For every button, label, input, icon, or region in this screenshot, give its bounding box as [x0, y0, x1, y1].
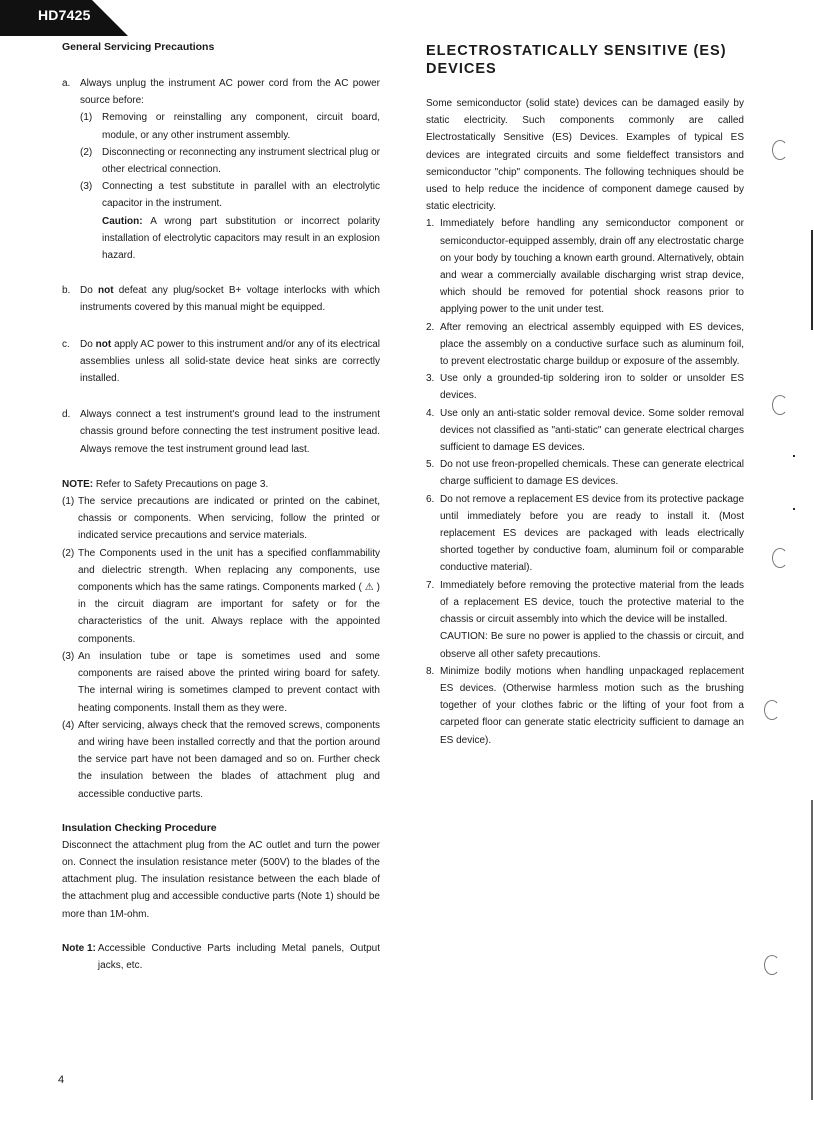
item-c-label: c. — [62, 338, 70, 350]
item-c-pre: Do — [80, 338, 93, 350]
item-c-bold: not — [95, 338, 112, 350]
item-a-sub-1-text: Removing or reinstalling any component, circuit board, module, or any other instrument assembly. — [102, 112, 380, 141]
note-item-2-text-post: ) in the circuit diagram are important for safety or for the characteristics of the unit. Always replace with the appointed components. — [78, 582, 380, 645]
warning-triangle-icon: ⚠ — [364, 582, 374, 594]
note-item-3-text: An insulation tube or tape is sometimes used and some components are raised above the printed wiring board for safety. The internal wiring is sometimes clamped to prevent contact with heating components. Install them as they were. — [78, 650, 380, 714]
es-item-8-label: 8. — [426, 665, 435, 677]
scan-dot-1 — [793, 455, 795, 457]
es-item-7-text: Immediately before removing the protective material from the leads of a replacement ES device, touch the protective material to the chassis or circuit assembly into which the device will be installed. — [440, 579, 744, 626]
es-item-5-text: Do not use freon-propelled chemicals. These can generate electrical charge sufficient to damage ES devices. — [440, 459, 744, 488]
item-a-caution-text: A wrong part substitution or incorrect polarity installation of electrolytic capacitors may result in an explosion hazard. — [102, 215, 380, 262]
es-item-8 — [426, 663, 744, 749]
item-a-sub-3-text: Connecting a test substitute in parallel with an electrolytic capacitor in the instrument. — [102, 181, 380, 210]
scan-edge-line-1 — [811, 230, 813, 330]
general-servicing-heading: General Servicing Precautions — [62, 41, 215, 53]
es-item-5-label: 5. — [426, 459, 435, 471]
insulation-text: Disconnect the attachment plug from the AC outlet and turn the power on. Connect the insulation resistance meter (500V) to the blades of the attachment plug. The insulation resistance between the each blade of the attachment plug and accessible conductive parts (Note 1) should be more than 1M-ohm. — [62, 839, 380, 920]
item-c-post: apply AC power to this instrument and/or any of its electrical assemblies unless all solid-state device heat sinks are correctly installed. — [80, 338, 380, 385]
item-b-label: b. — [62, 285, 71, 297]
note-item-2-label: (2) — [62, 547, 75, 559]
note-item-4-label: (4) — [62, 719, 75, 731]
item-a-sub-2-text: Disconnecting or reconnecting any instrument slectrical plug or other electrical connection. — [102, 146, 380, 176]
note-item-2 — [62, 545, 380, 648]
es-item-6-label: 6. — [426, 493, 435, 505]
note-item-1 — [62, 493, 380, 545]
item-d-text: Always connect a test instrument's ground lead to the instrument chassis ground before connecting the test instrument positive lead. Always remove the test instrument ground lead last. — [80, 409, 380, 455]
item-c — [62, 336, 380, 388]
es-item-4 — [426, 405, 744, 457]
item-a-label: a. — [62, 78, 71, 89]
item-a-sub-3 — [80, 178, 380, 212]
item-d-label: d. — [62, 409, 71, 421]
es-item-7-label: 7. — [426, 579, 435, 591]
note-line — [62, 476, 380, 493]
binder-hole-mark-1 — [772, 140, 788, 160]
item-a-caution-label: Caution: — [102, 215, 143, 227]
es-item-3 — [426, 370, 744, 404]
binder-hole-mark-4 — [764, 700, 780, 720]
model-label: HD7425 — [38, 7, 91, 23]
scan-edge-line-2 — [811, 800, 813, 1100]
item-a-sub-3-label: (3) — [80, 181, 93, 193]
es-item-6-text: Do not remove a replacement ES device from its protective package until immediately before you are ready to install it. (Most replacement ES devices are packaged with leads electrically shorted together by conductive foam, aluminum foil or comparable conductive material). — [440, 493, 744, 574]
es-item-3-label: 3. — [426, 373, 435, 385]
note-item-1-label: (1) — [62, 496, 75, 508]
binder-hole-mark-2 — [772, 395, 788, 415]
es-item-5 — [426, 456, 744, 490]
es-item-2 — [426, 319, 744, 371]
item-a-sub-1 — [80, 109, 380, 143]
note-item-1-text: The service precautions are indicated or printed on the cabinet, chassis or components. When servicing, follow the printed or indicated service precautions and service materials. — [78, 496, 380, 542]
item-d — [62, 406, 380, 458]
item-b — [62, 282, 380, 316]
binder-hole-mark-3 — [772, 548, 788, 568]
es-devices-heading: ELECTROSTATICALLY SENSITIVE (ES) DEVICES — [426, 43, 727, 77]
note-label: NOTE: — [62, 478, 94, 490]
item-a-sub-1-label: (1) — [80, 112, 93, 124]
es-item-4-label: 4. — [426, 407, 435, 419]
item-b-post: defeat any plug/socket B+ voltage interlocks with which instruments covered by this manual might be equipped. — [80, 285, 380, 314]
note-item-3 — [62, 648, 380, 717]
es-item-7 — [426, 577, 744, 629]
note1-label: Note 1: — [62, 942, 96, 954]
es-item-3-text: Use only a grounded-tip soldering iron to solder or unsolder ES devices. — [440, 373, 744, 402]
note1-block — [62, 940, 380, 974]
note-text: Refer to Safety Precautions on page 3. — [95, 478, 269, 490]
es-item-4-text: Use only an anti-static solder removal device. Some solder removal devices not classified as "anti-static" can generate electrical charges sufficient to damage ES devices. — [440, 407, 744, 454]
es-item-1-text: Immediately before handling any semiconductor component or semiconductor-equipped assembly, drain off any electrostatic charge on your body by touching a known earth ground. Alternatively, obtain and wear a commercially available discharging wrist strap device, which should be removed for potential shock reasons prior to applying power to the unit under test. — [440, 218, 744, 316]
note-item-2-text — [78, 545, 380, 648]
es-item-1-label: 1. — [426, 218, 435, 230]
item-a-sub-2 — [80, 144, 380, 178]
es-intro: Some semiconductor (solid state) devices can be damaged easily by static electricity. Such components commonly are called Electrostatically Sensitive (ES) Devices. Examples of typical ES devices are integrated circuits and some fieldeffect transistors and semiconductor "chip" components. The following techniques should be used to help reduce the incidence of component damege caused by static electricity. — [426, 98, 744, 213]
note-item-4-text: After servicing, always check that the removed screws, components and wiring have been installed correctly and that the portion around the service part have not been damaged and so on. Further check the insulation between the blades of attachment plug and accessible conductive parts. — [78, 719, 380, 800]
es-item-8-text: Minimize bodily motions when handling unpackaged replacement ES devices. (Otherwise harmless motion such as the brushing together of your clothes fabric or the lifting of your foot from a carpeted floor can generate static electricity sufficient to damage an ES device). — [440, 665, 744, 746]
insulation-heading: Insulation Checking Procedure — [62, 821, 217, 834]
item-b-pre: Do — [80, 285, 93, 297]
item-a-caution — [80, 213, 380, 265]
note-item-2-text-pre: The Components used in the unit has a specified conflammability and dielectric strength. When replacing any components, use components which has the same ratings. Components marked ( — [78, 547, 380, 594]
es-item-1 — [426, 215, 744, 318]
es-caution: CAUTION: Be sure no power is applied to the chassis or circuit, and observe all other safety precautions. — [440, 631, 744, 660]
es-item-2-label: 2. — [426, 321, 435, 333]
es-item-2-text: After removing an electrical assembly equipped with ES devices, place the assembly on a conductive surface such as aluminum foil, to prevent electrostatic charge buildup or exposure of the assembly. — [440, 321, 744, 368]
right-column — [426, 42, 744, 749]
note-item-4 — [62, 717, 380, 803]
item-a — [62, 75, 380, 264]
es-item-6 — [426, 491, 744, 577]
item-a-sub-2-label: (2) — [80, 146, 93, 158]
note1-text: Accessible Conductive Parts including Metal panels, Output jacks, etc. — [97, 942, 380, 971]
scan-dot-2 — [793, 508, 795, 510]
note-block — [62, 476, 380, 803]
binder-hole-mark-5 — [764, 955, 780, 975]
item-b-bold: not — [98, 285, 114, 297]
item-a-text: Always unplug the instrument AC power cord from the AC power source before: — [80, 78, 380, 107]
model-tab — [0, 0, 128, 36]
note-item-3-label: (3) — [62, 650, 75, 662]
page-number: 4 — [58, 1074, 65, 1086]
left-column — [62, 38, 380, 974]
